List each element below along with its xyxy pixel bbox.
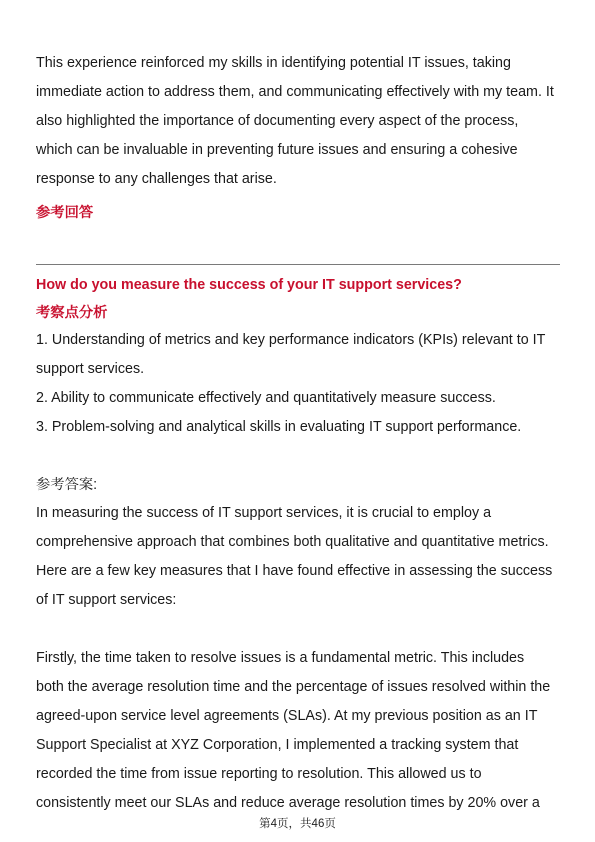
- answer-line: Support Specialist at XYZ Corporation, I implemented a tracking system that: [36, 737, 519, 753]
- answer-line: both the average resolution time and the percentage of issues resolved within the: [36, 679, 551, 695]
- answer-line: recorded the time from issue reporting to resolution. This allowed us to: [36, 766, 482, 782]
- analysis-heading: 考察点分析: [36, 305, 108, 321]
- analysis-point: support services.: [36, 361, 145, 377]
- analysis-point: 2. Ability to communicate effectively and quantitatively measure success.: [36, 390, 496, 406]
- intro-line: response to any challenges that arise.: [36, 171, 277, 187]
- answer-line: agreed-upon service level agreements (SLAs). At my previous position as an IT: [36, 708, 538, 724]
- answer-label: 参考答案:: [36, 477, 98, 493]
- analysis-point: 1. Understanding of metrics and key performance indicators (KPIs) relevant to IT: [36, 332, 546, 348]
- page-number: 第4页，共46页: [259, 818, 336, 830]
- reference-answer-heading: 参考回答: [36, 205, 94, 221]
- intro-line: which can be invaluable in preventing future issues and ensuring a cohesive: [36, 142, 518, 158]
- intro-line: immediate action to address them, and communicating effectively with my team. It: [36, 84, 554, 100]
- question-heading: How do you measure the success of your IT support services?: [36, 277, 462, 293]
- answer-line: Firstly, the time taken to resolve issues is a fundamental metric. This includes: [36, 650, 525, 666]
- answer-line: Here are a few key measures that I have found effective in assessing the success: [36, 563, 553, 579]
- section-divider: [36, 264, 560, 265]
- answer-line: consistently meet our SLAs and reduce average resolution times by 20% over a: [36, 795, 540, 811]
- intro-line: This experience reinforced my skills in identifying potential IT issues, taking: [36, 55, 511, 71]
- analysis-point: 3. Problem-solving and analytical skills in evaluating IT support performance.: [36, 419, 522, 435]
- answer-line: comprehensive approach that combines both qualitative and quantitative metrics.: [36, 534, 549, 550]
- answer-line: of IT support services:: [36, 592, 177, 608]
- answer-line: In measuring the success of IT support services, it is crucial to employ a: [36, 505, 492, 521]
- intro-line: also highlighted the importance of documenting every aspect of the process,: [36, 113, 519, 129]
